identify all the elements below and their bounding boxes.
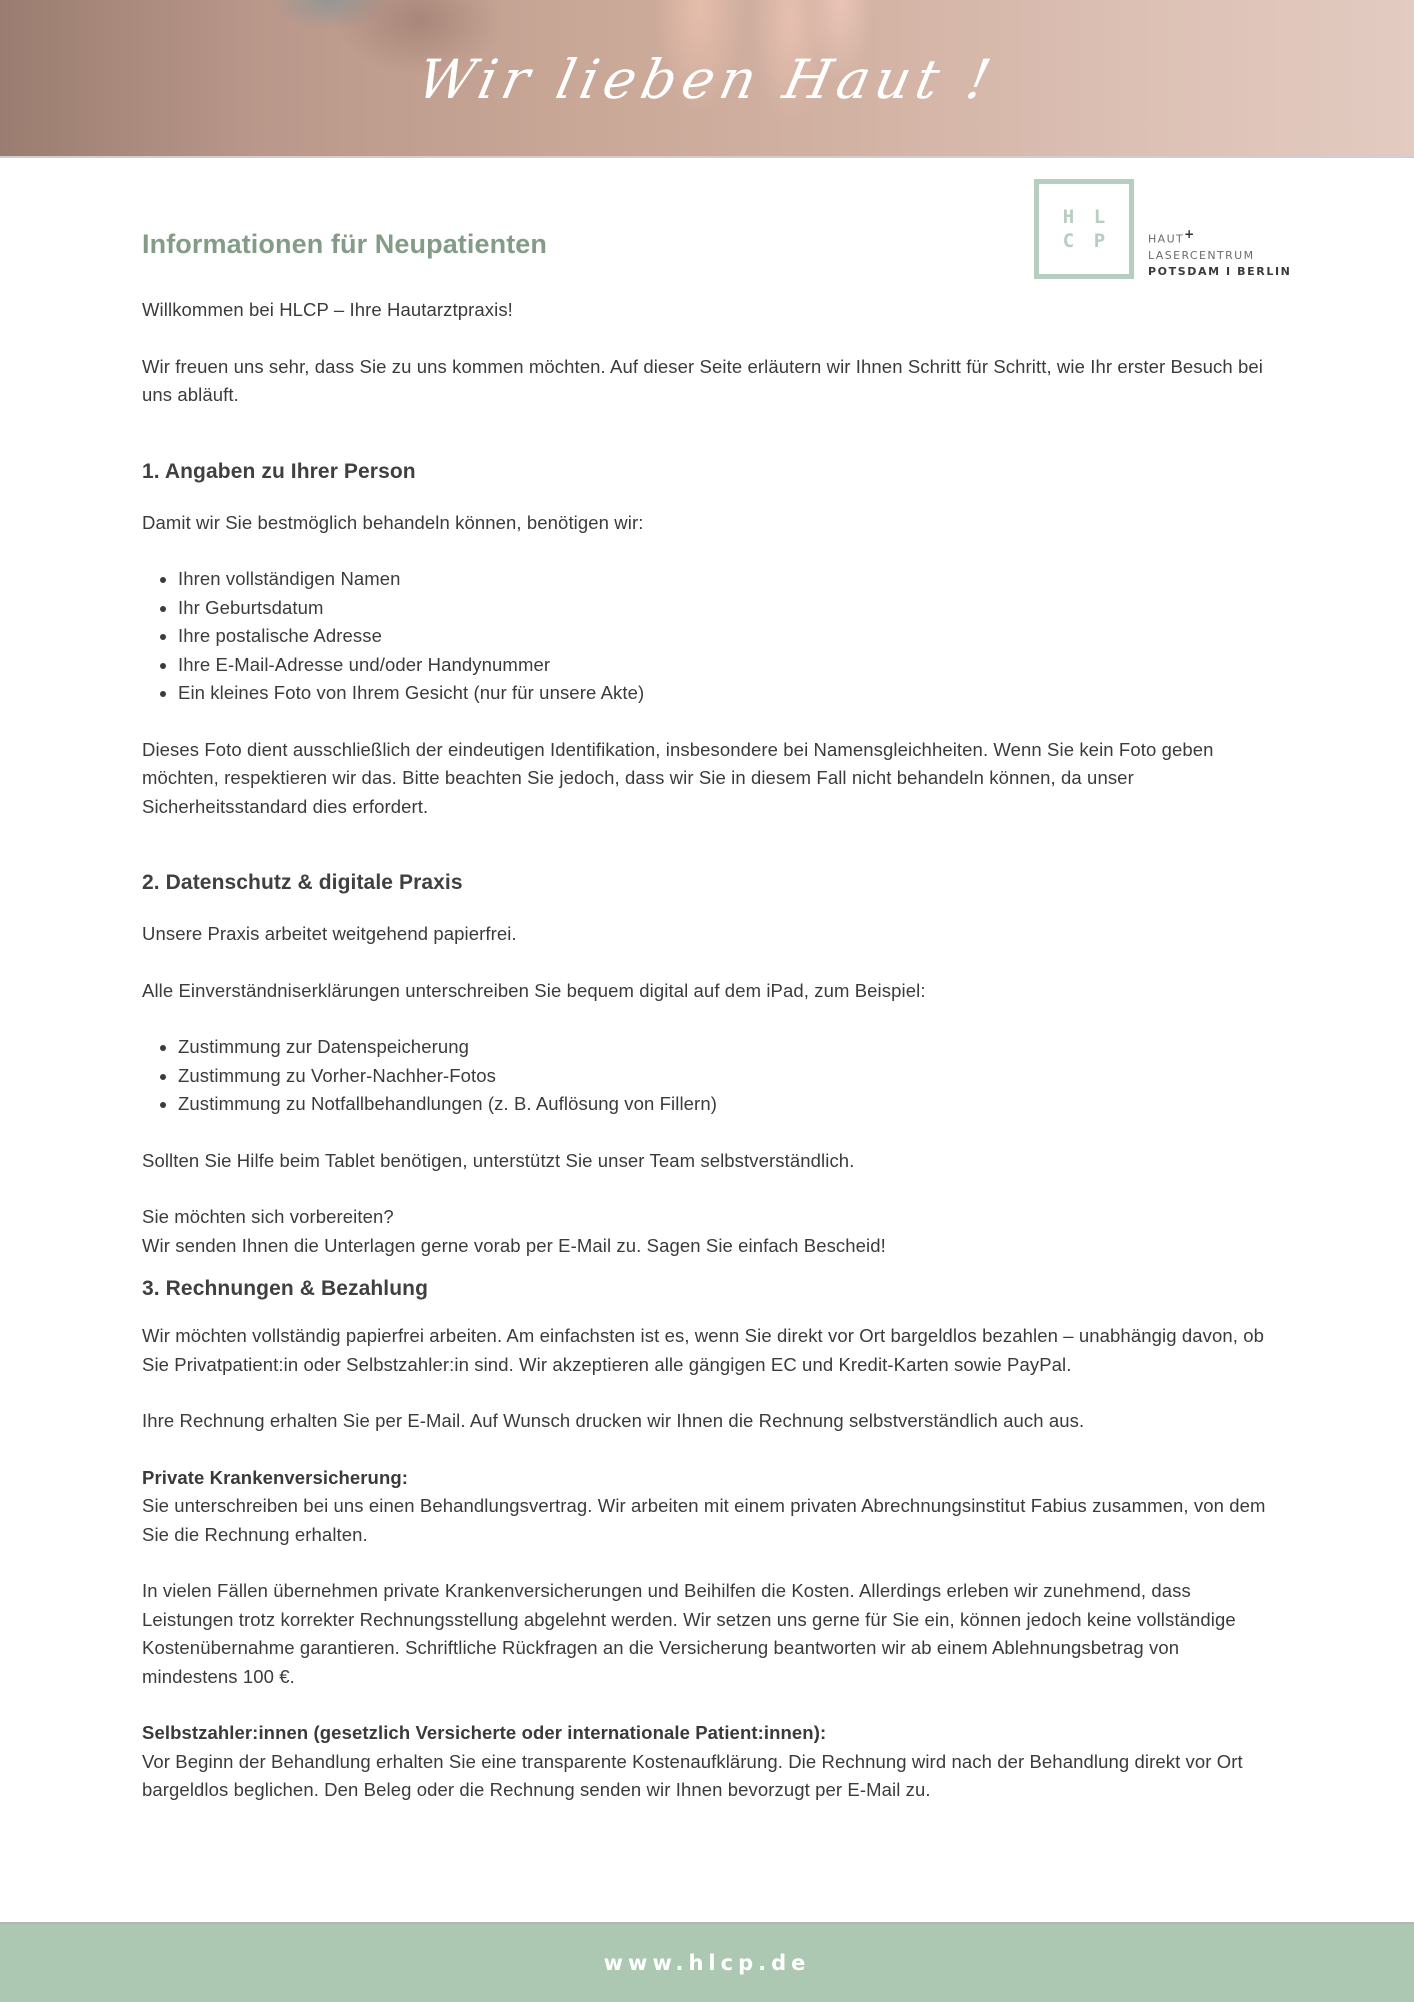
list-item: • Zustimmung zu Vorher-Nachher-Fotos bbox=[178, 1062, 1272, 1091]
section-heading-privacy: 2. Datenschutz & digitale Praxis bbox=[142, 871, 463, 894]
intro-paragraph: Wir freuen uns sehr, dass Sie zu uns kommen möchten. Auf dieser Seite erläutern wir Ihnen Schritt für Schritt, wie Ihr erster Besuch bei uns abläuft. bbox=[142, 355, 1264, 405]
consent-list bbox=[142, 1033, 1272, 1119]
list-item: • Ihre E-Mail-Adresse und/oder Handynummer bbox=[178, 651, 1272, 680]
private-insurance-heading: Private Krankenversicherung: bbox=[142, 1466, 409, 1488]
logo-letter: L bbox=[1093, 206, 1106, 228]
section2-prepare-question: Sie möchten sich vorbereiten? bbox=[142, 1206, 394, 1227]
logo-letter: P bbox=[1093, 230, 1106, 252]
photo-note: Dieses Foto dient ausschließlich der eindeutigen Identifikation, insbesondere bei Namensgleichheiten. Wenn Sie kein Foto geben möchten, respektieren wir das. Bitte beachten Sie jedoch, dass wir Sie in diesem Fall nicht behandeln können, da unser Sicherheitsstandard dies erfordert. bbox=[142, 738, 1214, 817]
section2-tablet-help: Sollten Sie Hilfe beim Tablet benötigen, unterstützt Sie unser Team selbstverständlich. bbox=[142, 1149, 855, 1171]
website-link[interactable]: www.hlcp.de bbox=[603, 1951, 811, 1975]
list-item: • Ein kleines Foto von Ihrem Gesicht (nur für unsere Akte) bbox=[178, 679, 1272, 708]
list-item: • Ihr Geburtsdatum bbox=[178, 594, 1272, 623]
section1-lead: Damit wir Sie bestmöglich behandeln können, benötigen wir: bbox=[142, 511, 644, 533]
self-payer-text: Vor Beginn der Behandlung erhalten Sie eine transparente Kostenaufklärung. Die Rechnung wird nach der Behandlung direkt vor Ort bargeldlos beglichen. Den Beleg oder die Rechnung senden wir Ihnen bevorzugt per E-Mail zu. bbox=[142, 1750, 1243, 1800]
hero-tagline: Wir lieben Haut ! bbox=[412, 48, 1002, 111]
required-info-list bbox=[142, 565, 1272, 708]
document-body bbox=[142, 226, 1272, 1805]
list-item: • Zustimmung zur Datenspeicherung bbox=[178, 1033, 1272, 1062]
section3-payment: Wir möchten vollständig papierfrei arbeiten. Am einfachsten ist es, wenn Sie direkt vor Ort bargeldlos bezahlen – unabhängig davon, ob Sie Privatpatient:in oder Selbstzahler:in sind. Wir akzeptieren alle gängigen EC und Kredit-Karten sowie PayPal. bbox=[142, 1325, 1264, 1375]
intro-welcome: Willkommen bei HLCP – Ihre Hautarztpraxis! bbox=[142, 299, 513, 320]
logo-line-locations: POTSDAM I BERLIN bbox=[1148, 264, 1292, 278]
private-insurance-contract: Sie unterschreiben bei uns einen Behandlungsvertrag. Wir arbeiten mit einem privaten Abrechnungsinstitut Fabius zusammen, von dem Sie die Rechnung erhalten. bbox=[142, 1495, 1266, 1545]
logo-letter: C bbox=[1062, 230, 1075, 252]
logo-line-haut: HAUT bbox=[1148, 232, 1185, 246]
section2-paperless: Unsere Praxis arbeitet weitgehend papierfrei. bbox=[142, 923, 517, 944]
list-item: • Zustimmung zu Notfallbehandlungen (z. B. Auflösung von Fillern) bbox=[178, 1090, 1272, 1119]
hero-banner-image bbox=[0, 0, 1414, 158]
list-item: • Ihren vollständigen Namen bbox=[178, 565, 1272, 594]
section-heading-personal-data: 1. Angaben zu Ihrer Person bbox=[142, 459, 416, 483]
plus-icon: + bbox=[1184, 227, 1196, 241]
footer-bar bbox=[0, 1922, 1414, 2002]
section-heading-billing: 3. Rechnungen & Bezahlung bbox=[142, 1277, 429, 1300]
private-insurance-coverage: In vielen Fällen übernehmen private Krankenversicherungen und Beihilfen die Kosten. Allerdings erleben wir zunehmend, dass Leistungen trotz korrekter Rechnungsstellung abgelehnt werden. Wir setzen uns gerne für Sie ein, können jedoch keine vollständige Kostenübernahme garantieren. Schriftliche Rückfragen an die Versicherung beantworten wir ab einem Ablehnungsbetrag von mindestens 100 €. bbox=[142, 1580, 1236, 1687]
section2-consent-intro: Alle Einverständniserklärungen unterschreiben Sie bequem digital auf dem iPad, zum Beispiel: bbox=[142, 979, 926, 1001]
logo-line-lasercentrum: LASERCENTRUM bbox=[1148, 248, 1255, 262]
section2-prepare-answer: Wir senden Ihnen die Unterlagen gerne vorab per E-Mail zu. Sagen Sie einfach Bescheid! bbox=[142, 1234, 886, 1256]
logo-letter: H bbox=[1062, 206, 1075, 228]
page-title: Informationen für Neupatienten bbox=[142, 229, 548, 259]
self-payer-heading: Selbstzahler:innen (gesetzlich Versicherte oder internationale Patient:innen): bbox=[142, 1722, 827, 1743]
list-item: • Ihre postalische Adresse bbox=[178, 622, 1272, 651]
section3-invoice-email: Ihre Rechnung erhalten Sie per E-Mail. Auf Wunsch drucken wir Ihnen die Rechnung selbstverständlich auch aus. bbox=[142, 1410, 1085, 1431]
